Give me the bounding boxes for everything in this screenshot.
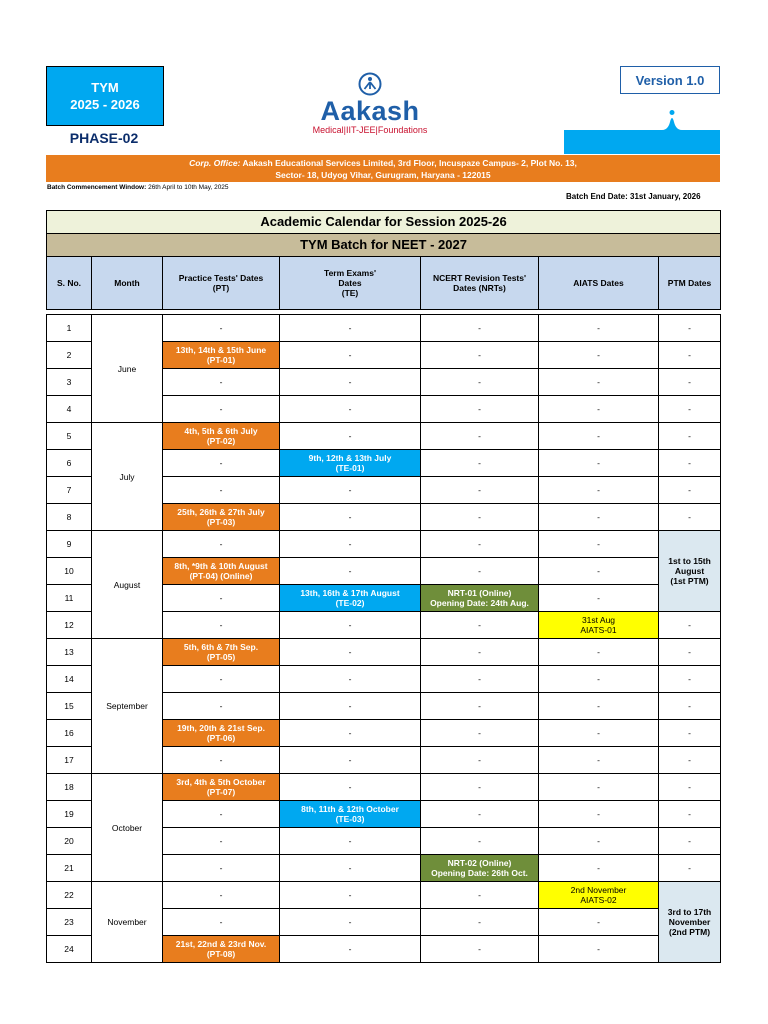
aiats-cell: -: [539, 369, 659, 396]
ptm-cell: -: [659, 774, 721, 801]
aiats-cell: -: [539, 477, 659, 504]
ptm-cell: -: [659, 369, 721, 396]
practice-test-cell: 21st, 22nd & 23rd Nov. (PT-08): [163, 936, 280, 963]
ncert-revision-cell: -: [421, 477, 539, 504]
batch-commencement-window: [47, 184, 229, 191]
ptm-cell: -: [659, 666, 721, 693]
sno-cell: 2: [47, 342, 92, 369]
term-exam-cell: -: [280, 396, 421, 423]
logo-tagline: Medical|IIT-JEE|Foundations: [312, 125, 428, 135]
ptm-cell: -: [659, 720, 721, 747]
term-exam-cell: -: [280, 909, 421, 936]
aiats-cell: -: [539, 585, 659, 612]
month-cell: November: [92, 882, 163, 963]
batch-title: TYM Batch for NEET - 2027: [47, 234, 721, 257]
tym-session: 2025 - 2026: [70, 97, 140, 112]
practice-test-cell: -: [163, 369, 280, 396]
aiats-cell: -: [539, 504, 659, 531]
sno-cell: 21: [47, 855, 92, 882]
practice-test-cell: -: [163, 450, 280, 477]
sno-cell: 9: [47, 531, 92, 558]
sno-cell: 22: [47, 882, 92, 909]
ptm-cell: -: [659, 747, 721, 774]
ncert-revision-cell: -: [421, 531, 539, 558]
term-exam-cell: -: [280, 612, 421, 639]
aiats-cell: -: [539, 531, 659, 558]
aiats-cell: -: [539, 342, 659, 369]
practice-test-cell: 8th, *9th & 10th August (PT-04) (Online): [163, 558, 280, 585]
header-ptm: PTM Dates: [659, 257, 721, 310]
ncert-revision-cell: -: [421, 828, 539, 855]
practice-test-cell: -: [163, 801, 280, 828]
batch-window-label: Batch Commencement Window:: [47, 184, 147, 191]
aiats-cell: -: [539, 639, 659, 666]
ncert-revision-cell: -: [421, 369, 539, 396]
ptm-cell: -: [659, 612, 721, 639]
sno-cell: 16: [47, 720, 92, 747]
aiats-cell: -: [539, 558, 659, 585]
aiats-cell: -: [539, 801, 659, 828]
ncert-revision-cell: -: [421, 666, 539, 693]
ptm-cell: -: [659, 639, 721, 666]
aiats-cell: -: [539, 450, 659, 477]
tym-badge: [46, 66, 164, 126]
ncert-revision-cell: -: [421, 774, 539, 801]
aiats-cell: -: [539, 666, 659, 693]
office-address-line2: Sector- 18, Udyog Vihar, Gurugram, Haryana - 122015: [275, 169, 491, 180]
sno-cell: 13: [47, 639, 92, 666]
aakash-emblem-icon: [358, 72, 382, 96]
practice-test-cell: -: [163, 612, 280, 639]
sno-cell: 15: [47, 693, 92, 720]
month-cell: June: [92, 315, 163, 423]
ptm-cell: -: [659, 801, 721, 828]
month-cell: August: [92, 531, 163, 639]
sno-cell: 17: [47, 747, 92, 774]
ncert-revision-cell: NRT-01 (Online) Opening Date: 24th Aug.: [421, 585, 539, 612]
batch-end-date: Batch End Date: 31st January, 2026: [566, 192, 701, 201]
sno-cell: 11: [47, 585, 92, 612]
sno-cell: 3: [47, 369, 92, 396]
batch-window-value: 26th April to 10th May, 2025: [148, 184, 229, 191]
ptm-cell: -: [659, 342, 721, 369]
term-exam-cell: -: [280, 504, 421, 531]
practice-test-cell: 13th, 14th & 15th June (PT-01): [163, 342, 280, 369]
term-exam-cell: -: [280, 855, 421, 882]
term-exam-cell: 13th, 16th & 17th August (TE-02): [280, 585, 421, 612]
practice-test-cell: 4th, 5th & 6th July (PT-02): [163, 423, 280, 450]
table-row: [47, 639, 721, 666]
table-row: [47, 774, 721, 801]
practice-test-cell: -: [163, 909, 280, 936]
term-exam-cell: -: [280, 315, 421, 342]
ncert-revision-cell: -: [421, 936, 539, 963]
sno-cell: 8: [47, 504, 92, 531]
sno-cell: 4: [47, 396, 92, 423]
sno-cell: 19: [47, 801, 92, 828]
ncert-revision-cell: -: [421, 450, 539, 477]
practice-test-cell: 19th, 20th & 21st Sep. (PT-06): [163, 720, 280, 747]
ncert-revision-cell: -: [421, 882, 539, 909]
version-badge: Version 1.0: [620, 66, 720, 94]
aiats-cell: -: [539, 315, 659, 342]
term-exam-cell: -: [280, 531, 421, 558]
aiats-cell: 2nd November AIATS-02: [539, 882, 659, 909]
office-address-line1: Aakash Educational Services Limited, 3rd Floor, Incuspaze Campus- 2, Plot No. 13,: [242, 157, 577, 168]
sno-cell: 14: [47, 666, 92, 693]
aakash-logo: [300, 72, 440, 152]
term-exam-cell: -: [280, 423, 421, 450]
brand-wave-graphic: [564, 110, 720, 154]
header-ncert-revision-tests: NCERT Revision Tests' Dates (NRTs): [421, 257, 539, 310]
term-exam-cell: -: [280, 693, 421, 720]
tym-label: TYM: [91, 80, 119, 95]
sno-cell: 23: [47, 909, 92, 936]
aiats-cell: -: [539, 423, 659, 450]
office-label: Corp. Office:: [189, 157, 241, 168]
term-exam-cell: 9th, 12th & 13th July (TE-01): [280, 450, 421, 477]
calendar-title: Academic Calendar for Session 2025-26: [47, 211, 721, 234]
ptm-cell: 1st to 15th August (1st PTM): [659, 531, 721, 612]
aiats-cell: -: [539, 855, 659, 882]
practice-test-cell: -: [163, 585, 280, 612]
practice-test-cell: -: [163, 828, 280, 855]
header-practice-tests: Practice Tests' Dates (PT): [163, 257, 280, 310]
term-exam-cell: -: [280, 558, 421, 585]
ncert-revision-cell: -: [421, 558, 539, 585]
term-exam-cell: -: [280, 342, 421, 369]
practice-test-cell: 3rd, 4th & 5th October (PT-07): [163, 774, 280, 801]
aiats-cell: -: [539, 936, 659, 963]
phase-label: PHASE-02: [69, 130, 139, 146]
term-exam-cell: -: [280, 369, 421, 396]
ncert-revision-cell: -: [421, 504, 539, 531]
term-exam-cell: 8th, 11th & 12th October (TE-03): [280, 801, 421, 828]
ncert-revision-cell: -: [421, 396, 539, 423]
ncert-revision-cell: -: [421, 801, 539, 828]
month-cell: October: [92, 774, 163, 882]
term-exam-cell: -: [280, 747, 421, 774]
sno-cell: 18: [47, 774, 92, 801]
header-term-exams: Term Exams' Dates (TE): [280, 257, 421, 310]
ncert-revision-cell: NRT-02 (Online) Opening Date: 26th Oct.: [421, 855, 539, 882]
ncert-revision-cell: -: [421, 315, 539, 342]
aiats-cell: -: [539, 693, 659, 720]
aiats-cell: -: [539, 747, 659, 774]
aiats-cell: 31st Aug AIATS-01: [539, 612, 659, 639]
practice-test-cell: -: [163, 315, 280, 342]
ptm-cell: -: [659, 477, 721, 504]
ncert-revision-cell: -: [421, 909, 539, 936]
table-row: [47, 882, 721, 909]
sno-cell: 12: [47, 612, 92, 639]
term-exam-cell: -: [280, 828, 421, 855]
table-row: [47, 423, 721, 450]
practice-test-cell: -: [163, 882, 280, 909]
sno-cell: 7: [47, 477, 92, 504]
term-exam-cell: -: [280, 720, 421, 747]
corporate-office-banner: [46, 155, 720, 182]
ncert-revision-cell: -: [421, 747, 539, 774]
header-sno: S. No.: [47, 257, 92, 310]
ptm-cell: 3rd to 17th November (2nd PTM): [659, 882, 721, 963]
calendar-rows: [47, 315, 721, 963]
ncert-revision-cell: -: [421, 720, 539, 747]
practice-test-cell: 25th, 26th & 27th July (PT-03): [163, 504, 280, 531]
practice-test-cell: -: [163, 396, 280, 423]
sno-cell: 24: [47, 936, 92, 963]
ptm-cell: -: [659, 396, 721, 423]
sno-cell: 5: [47, 423, 92, 450]
month-cell: September: [92, 639, 163, 774]
academic-calendar-table: [46, 210, 721, 963]
ncert-revision-cell: -: [421, 342, 539, 369]
aiats-cell: -: [539, 720, 659, 747]
ptm-cell: -: [659, 450, 721, 477]
header-month: Month: [92, 257, 163, 310]
sno-cell: 6: [47, 450, 92, 477]
practice-test-cell: -: [163, 693, 280, 720]
practice-test-cell: 5th, 6th & 7th Sep. (PT-05): [163, 639, 280, 666]
header-aiats: AIATS Dates: [539, 257, 659, 310]
term-exam-cell: -: [280, 477, 421, 504]
term-exam-cell: -: [280, 936, 421, 963]
ncert-revision-cell: -: [421, 639, 539, 666]
practice-test-cell: -: [163, 477, 280, 504]
table-row: [47, 315, 721, 342]
ptm-cell: -: [659, 423, 721, 450]
ncert-revision-cell: -: [421, 612, 539, 639]
practice-test-cell: -: [163, 855, 280, 882]
ptm-cell: -: [659, 315, 721, 342]
practice-test-cell: -: [163, 531, 280, 558]
ncert-revision-cell: -: [421, 693, 539, 720]
ptm-cell: -: [659, 504, 721, 531]
practice-test-cell: -: [163, 666, 280, 693]
table-row: [47, 531, 721, 558]
term-exam-cell: -: [280, 882, 421, 909]
sno-cell: 20: [47, 828, 92, 855]
ptm-cell: -: [659, 855, 721, 882]
term-exam-cell: -: [280, 666, 421, 693]
aiats-cell: -: [539, 909, 659, 936]
ptm-cell: -: [659, 693, 721, 720]
aiats-cell: -: [539, 828, 659, 855]
sno-cell: 1: [47, 315, 92, 342]
practice-test-cell: -: [163, 747, 280, 774]
logo-name: Aakash: [320, 96, 420, 126]
term-exam-cell: -: [280, 639, 421, 666]
aiats-cell: -: [539, 774, 659, 801]
ptm-cell: -: [659, 828, 721, 855]
aiats-cell: -: [539, 396, 659, 423]
term-exam-cell: -: [280, 774, 421, 801]
ncert-revision-cell: -: [421, 423, 539, 450]
month-cell: July: [92, 423, 163, 531]
sno-cell: 10: [47, 558, 92, 585]
